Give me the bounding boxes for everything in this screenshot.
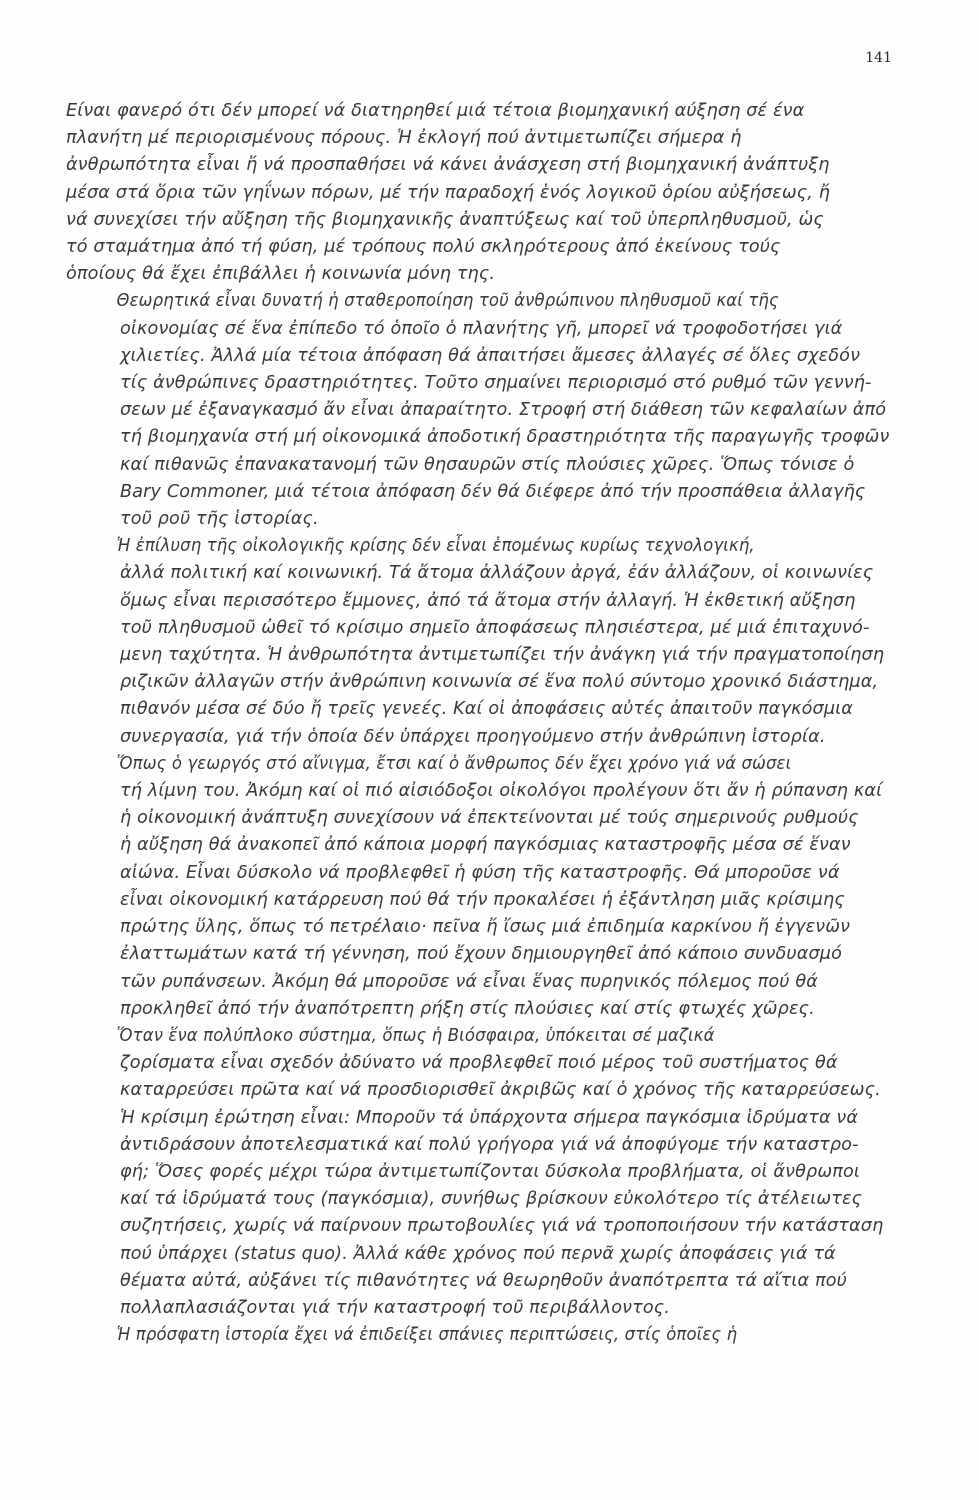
- page-number: 141: [865, 50, 892, 66]
- text-line: πιθανόν μέσα σέ δύο ἤ τρεῖς γενεές. Καί οἱ ἀποφάσεις αὐτές ἀπαιτοῦν παγκόσμια: [120, 699, 854, 720]
- body-text: [66, 98, 908, 1349]
- text-line: τίς ἀνθρώπινες δραστηριότητες. Τοῦτο σημαίνει περιορισμό στό ρυθμό τῶν γεννή-: [120, 373, 872, 394]
- text-line: μενη ταχύτητα. Ἡ ἀνθρωπότητα ἀντιμετωπίζει τήν ἀνάγκη γιά τήν πραγματοποίηση: [120, 645, 885, 666]
- text-line: Είναι φανερό ότι δέν μπορεί νά διατηρηθεί μιά τέτοια βιομηχανική αύξηση σέ ένα: [66, 101, 805, 121]
- paragraph: [66, 288, 908, 533]
- text-line: νά συνεχίσει τήν αὔξηση τῆς βιομηχανικῆς ἀναπτύξεως καί τοῦ ὑπερπληθυσμοῦ, ὡς: [66, 209, 824, 230]
- text-line: σεων μέ ἐξαναγκασμό ἄν εἶναι ἀπαραίτητο. Στροφή στή διάθεση τῶν κεφαλαίων ἀπό: [120, 400, 887, 421]
- text-line: καί πιθανῶς ἐπανακατανομή τῶν θησαυρῶν στίς πλούσιες χῶρες. Ὅπως τόνισε ὁ: [120, 454, 855, 475]
- text-line: συζητήσεις, χωρίς νά παίρνουν πρωτοβουλίες γιά νά τροποποιήσουν τήν κατάσταση: [120, 1216, 884, 1237]
- text-line: καί τά ἱδρύματά τους (παγκόσμια), συνήθως βρίσκουν εὐκολότερο τίς ἀτέλειωτες: [120, 1189, 863, 1210]
- paragraph: [66, 98, 908, 288]
- text-line: τό σταμάτημα ἀπό τή φύση, μέ τρόπους πολύ σκληρότερους ἀπό ἐκείνους τούς: [66, 237, 781, 258]
- text-line: τοῦ πληθυσμοῦ ὠθεῖ τό κρίσιμο σημεῖο ἀποφάσεως πλησιέστερα, μέ μιά ἐπιταχυνό-: [120, 617, 870, 638]
- text-line: πρώτης ὕλης, ὅπως τό πετρέλαιο· πεῖνα ἤ ἴσως μιά ἐπιδημία καρκίνου ἤ ἐγγενῶν: [120, 917, 851, 938]
- text-line: τή βιομηχανία στή μή οἰκονομικά ἀποδοτική δραστηριότητα τῆς παραγωγῆς τροφῶν: [120, 427, 890, 448]
- text-line: πού ὑπάρχει (status quo). Ἀλλά κάθε χρόνος πού περνᾶ χωρίς ἀποφάσεις γιά τά: [120, 1243, 836, 1264]
- text-line: οἰκονομίας σέ ἕνα ἐπίπεδο τό ὁποῖο ὁ πλανήτης γῆ, μπορεῖ νά τροφοδοτήσει γιά: [120, 318, 843, 339]
- text-line: Ἡ ἐπίλυση τῆς οἰκολογικῆς κρίσης δέν εἶναι ἑπομένως κυρίως τεχνολογική,: [116, 536, 755, 557]
- text-line: Bary Commoner, μιά τέτοια ἀπόφαση δέν θά διέφερε ἀπό τήν προσπάθεια ἀλλαγῆς: [120, 481, 866, 502]
- text-line: τή λίμνη του. Ἀκόμη καί οἱ πιό αἰσιόδοξοι οἰκολόγοι προλέγουν ὅτι ἄν ἡ ρύπανση καί: [120, 781, 883, 802]
- text-line: καταρρεύσει πρῶτα καί νά προσδιορισθεῖ ἀκριβῶς καί ὁ χρόνος τῆς καταρρεύσεως.: [120, 1080, 881, 1101]
- paragraph: [66, 751, 908, 1023]
- text-line: αἰώνα. Εἶναι δύσκολο νά προβλεφθεῖ ἡ φύση τῆς καταστροφῆς. Θά μποροῦσε νά: [120, 862, 840, 883]
- text-line: ἡ οἰκονομική ἀνάπτυξη συνεχίσουν νά ἐπεκτείνονται μέ τούς σημερινούς ρυθμούς: [120, 808, 859, 829]
- text-line: προκληθεῖ ἀπό τήν ἀναπότρεπτη ρήξη στίς πλούσιες καί στίς φτωχές χῶρες.: [120, 998, 815, 1019]
- text-line: πολλαπλασιάζονται γιά τήν καταστροφή τοῦ περιβάλλοντος.: [120, 1297, 670, 1318]
- text-line: συνεργασία, γιά τήν ὁποία δέν ὑπάρχει προηγούμενο στήν ἀνθρώπινη ἱστορία.: [120, 726, 826, 747]
- text-line: Ὅταν ἕνα πολύπλοκο σύστημα, ὅπως ἡ Βιόσφαιρα, ὑπόκειται σέ μαζικά: [116, 1025, 715, 1046]
- text-line: Ὅπως ὁ γεωργός στό αἴνιγμα, ἔτσι καί ὁ ἄνθρωπος δέν ἔχει χρόνο γιά νά σώσει: [116, 753, 792, 774]
- text-line: ὁποίους θά ἔχει ἐπιβάλλει ἡ κοινωνία μόνη της.: [66, 264, 496, 285]
- paragraph: [66, 1023, 908, 1322]
- text-line: ἡ αὔξηση θά ἀνακοπεῖ ἀπό κάποια μορφή παγκόσμιας καταστροφῆς μέσα σέ ἕναν: [120, 835, 851, 856]
- text-line: Ἡ κρίσιμη ἐρώτηση εἶναι: Μποροῦν τά ὑπάρχοντα σήμερα παγκόσμια ἱδρύματα νά: [120, 1107, 859, 1128]
- text-line: Θεωρητικά εἶναι δυνατή ἡ σταθεροποίηση τοῦ ἀνθρώπινου πληθυσμοῦ καί τῆς: [116, 291, 779, 312]
- paragraph: [66, 533, 908, 751]
- text-line: ζορίσματα εἶναι σχεδόν ἀδύνατο νά προβλεφθεῖ ποιό μέρος τοῦ συστήματος θά: [120, 1053, 838, 1074]
- text-line: ἀνθρωπότητα εἶναι ἤ νά προσπαθήσει νά κάνει ἀνάσχεση στή βιομηχανική ἀνάπτυξη: [66, 155, 830, 176]
- text-line: μέσα στά ὅρια τῶν γηΐνων πόρων, μέ τήν παραδοχή ἑνός λογικοῦ ὁρίου αὐξήσεως, ἤ: [66, 182, 831, 203]
- text-line: θέματα αὐτά, αὐξάνει τίς πιθανότητες νά θεωρηθοῦν ἀναπότρεπτα τά αἴτια πού: [120, 1270, 847, 1291]
- text-line: τῶν ρυπάνσεων. Ἀκόμη θά μποροῦσε νά εἶναι ἕνας πυρηνικός πόλεμος πού θά: [120, 971, 819, 992]
- paragraph: [66, 1322, 908, 1349]
- text-line: ἀλλά πολιτική καί κοινωνική. Τά ἄτομα ἀλλάζουν ἀργά, ἐάν ἀλλάζουν, οἱ κοινωνίες: [120, 563, 874, 584]
- text-line: ἐλαττωμάτων κατά τή γέννηση, πού ἔχουν δημιουργηθεῖ ἀπό κάποιο συνδυασμό: [120, 944, 843, 965]
- text-line: πλανήτη μέ περιορισμένους πόρους. Ἡ ἐκλογή πού ἀντιμετωπίζει σήμερα ἡ: [66, 128, 742, 149]
- text-line: εἶναι οἰκονομική κατάρρευση πού θά τήν προκαλέσει ἡ ἐξάντληση μιᾶς κρίσιμης: [120, 889, 845, 910]
- text-line: ἀντιδράσουν ἀποτελεσματικά καί πολύ γρήγορα γιά νά ἀποφύγομε τήν καταστρο-: [120, 1134, 859, 1155]
- text-line: φή; Ὅσες φορές μέχρι τώρα ἀντιμετωπίζονται δύσκολα προβλήματα, οἱ ἄνθρωποι: [120, 1161, 860, 1182]
- text-line: ὅμως εἶναι περισσότερο ἔμμονες, ἀπό τά ἄτομα στήν ἀλλαγή. Ἡ ἐκθετική αὔξηση: [120, 590, 856, 611]
- text-line: τοῦ ροῦ τῆς ἱστορίας.: [120, 509, 319, 530]
- text-line: χιλιετίες. Ἀλλά μία τέτοια ἀπόφαση θά ἀπαιτήσει ἄμεσες ἀλλαγές σέ ὅλες σχεδόν: [120, 345, 861, 366]
- text-line: ριζικῶν ἀλλαγῶν στήν ἀνθρώπινη κοινωνία σέ ἕνα πολύ σύντομο χρονικό διάστημα,: [120, 672, 879, 693]
- text-line: Ἡ πρόσφατη ἱστορία ἔχει νά ἐπιδείξει σπάνιες περιπτώσεις, στίς ὁποῖες ἡ: [116, 1325, 738, 1346]
